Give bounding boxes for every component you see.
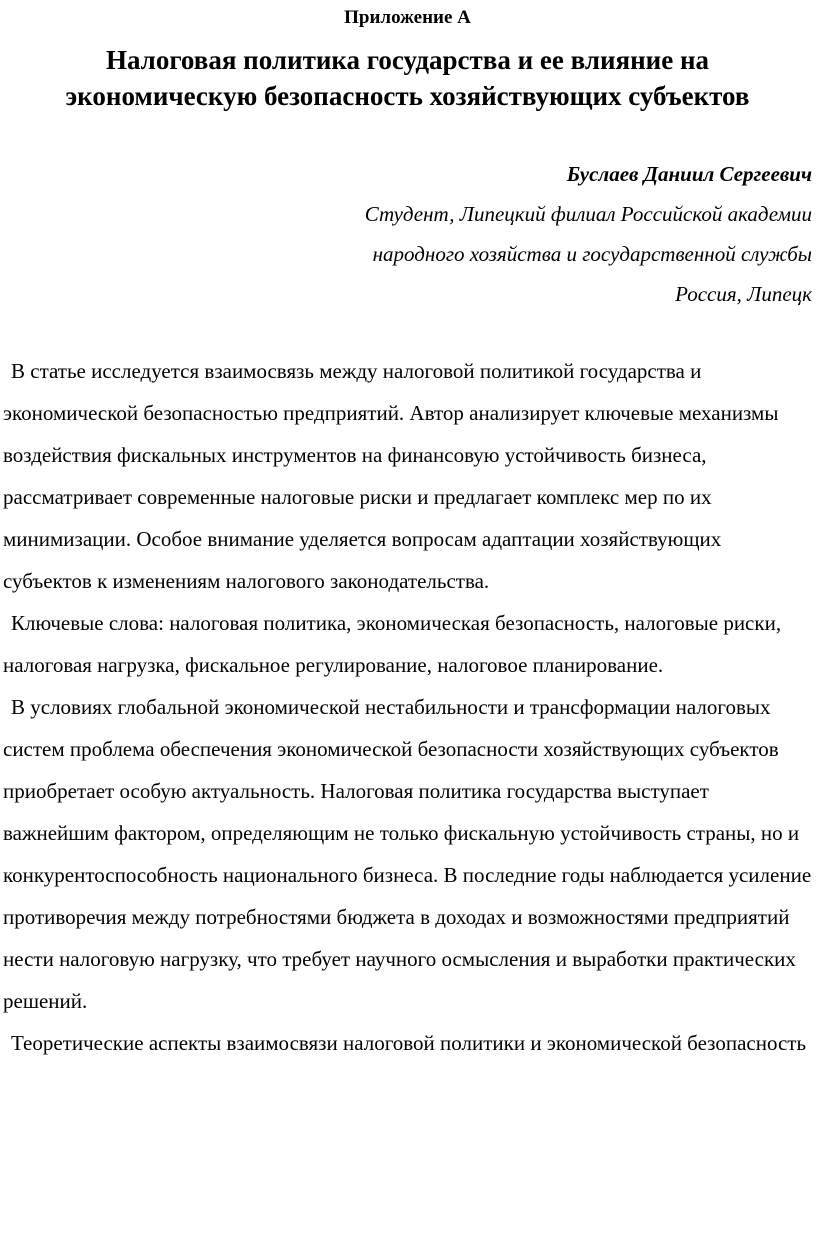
introduction-paragraph: В условиях глобальной экономической нестабильности и трансформации налоговых систем проблема обеспечения экономической безопасности хозяйствующих субъектов приобретает особую актуальность. Налоговая политика государства выступает важнейшим фактором, определяющим не только фискальную устойчивость страны, но и конкурентоспособность национального бизнеса. В последние годы наблюдается усиление противоречия между потребностями бюджета в доходах и возможностями предприятий нести налоговую нагрузку, что требует научного осмысления и выработки практических решений. — [3, 695, 812, 1013]
title-line-2: экономическую безопасность хозяйствующих субъектов — [65, 81, 750, 111]
article-body — [3, 350, 812, 1064]
author-affiliation-line-1: Студент, Липецкий филиал Российской академии — [364, 202, 812, 226]
appendix-label: Приложение А — [344, 7, 471, 28]
author-block — [3, 154, 812, 314]
author-location: Россия, Липецк — [675, 282, 812, 306]
author-affiliation-line-2: народного хозяйства и государственной службы — [372, 242, 812, 266]
title-line-1: Налоговая политика государства и ее влияние на — [105, 45, 710, 75]
abstract-paragraph: В статье исследуется взаимосвязь между налоговой политикой государства и экономической безопасностью предприятий. Автор анализирует ключевые механизмы воздействия фискальных инструментов на финансовую устойчивость бизнеса, рассматривает современные налоговые риски и предлагает комплекс мер по их минимизации. Особое внимание уделяется вопросам адаптации хозяйствующих субъектов к изменениям налогового законодательства. — [3, 359, 779, 593]
section-heading-paragraph: Теоретические аспекты взаимосвязи налоговой политики и экономической безопасность — [11, 1031, 807, 1055]
author-name: Буслаев Даниил Сергеевич — [566, 162, 812, 186]
article-title — [3, 42, 812, 114]
keywords-paragraph: Ключевые слова: налоговая политика, экономическая безопасность, налоговые риски, налоговая нагрузка, фискальное регулирование, налоговое планирование. — [3, 611, 782, 677]
